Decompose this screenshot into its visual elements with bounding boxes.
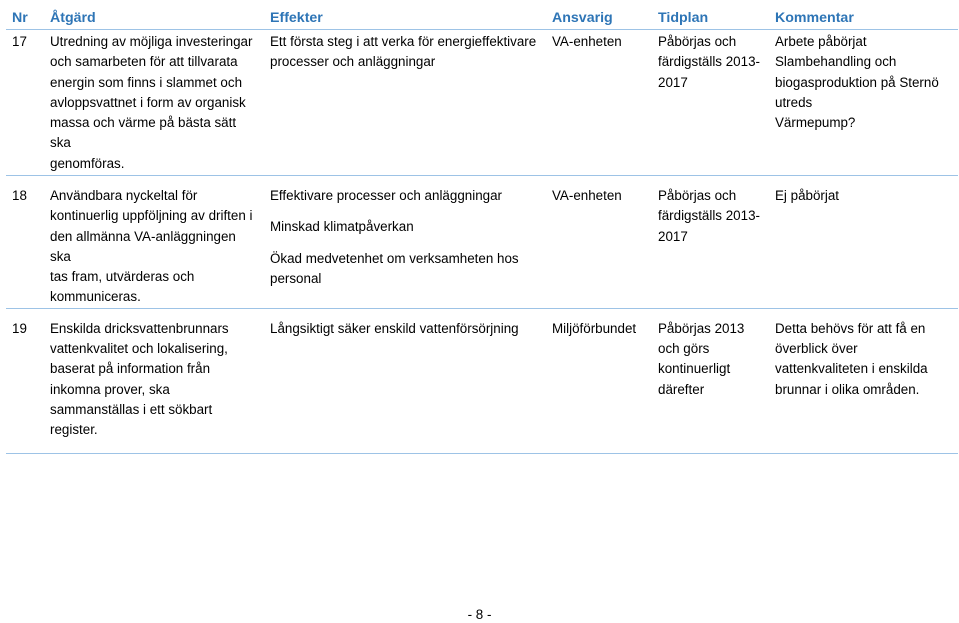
cell-ansvarig: VA-enheten: [546, 30, 652, 176]
cell-atgard: [44, 308, 264, 453]
cell-tidplan: [652, 308, 769, 453]
cell-effekter: [264, 30, 546, 176]
text-line: energin som finns i slammet och: [50, 74, 243, 90]
cell-kommentar: [769, 308, 958, 453]
text-line: överblick över: [775, 341, 858, 357]
text-line: Påbörjas 2013: [658, 320, 745, 336]
text-line: vattenkvalitet och lokalisering,: [50, 341, 228, 357]
text-line: Användbara nyckeltal för: [50, 188, 198, 203]
cell-atgard: [44, 30, 264, 176]
cell-nr: 18: [6, 176, 44, 309]
effect-item: Effektivare processer och anläggningar: [270, 188, 502, 203]
text-line: avloppsvattnet i form av organisk: [50, 94, 246, 110]
cell-nr: 17: [6, 30, 44, 176]
cell-tidplan: [652, 176, 769, 309]
text-line: färdigställs 2013-: [658, 54, 760, 70]
cell-kommentar: Ej påbörjat: [769, 176, 958, 309]
text-line: register.: [50, 422, 98, 438]
cell-kommentar: [769, 30, 958, 176]
column-header-atgard: Åtgärd: [44, 8, 264, 30]
text-line: kontinuerligt: [658, 361, 731, 377]
text-line: kommuniceras.: [50, 289, 141, 305]
page-number: - 8 -: [467, 607, 492, 622]
cell-ansvarig: Miljöförbundet: [546, 308, 652, 453]
cell-atgard: [44, 176, 264, 309]
text-line: och görs: [658, 341, 710, 357]
text-line: den allmänna VA-anläggningen ska: [50, 228, 236, 264]
cell-tidplan: [652, 30, 769, 176]
text-line: färdigställs 2013-: [658, 208, 760, 224]
column-header-ansvarig: Ansvarig: [546, 8, 652, 30]
text-line: 2017: [658, 228, 688, 244]
text-line: vattenkvaliteten i enskilda: [775, 361, 928, 377]
text-line: genomföras.: [50, 155, 125, 171]
text-line: Slambehandling och: [775, 54, 897, 70]
table-header-row: [6, 8, 958, 30]
text-line: biogasproduktion på Sternö: [775, 74, 939, 90]
column-header-tidplan: Tidplan: [652, 8, 769, 30]
text-line: massa och värme på bästa sätt ska: [50, 115, 237, 151]
action-plan-table: [6, 8, 958, 454]
text-line: sammanställas i ett sökbart: [50, 401, 213, 417]
text-line: Utredning av möjliga investeringar: [50, 34, 253, 49]
text-line: och samarbeten för att tillvarata: [50, 54, 238, 70]
text-line: Detta behövs för att få en: [775, 320, 926, 336]
text-line: tas fram, utvärderas och: [50, 269, 195, 285]
text-line: Påbörjas och: [658, 188, 737, 203]
text-line: 2017: [658, 74, 688, 90]
table-row: [6, 308, 958, 453]
text-line: Påbörjas och: [658, 34, 737, 49]
text-line: processer och anläggningar: [270, 54, 436, 70]
text-line: kontinuerlig uppföljning av driften i: [50, 208, 253, 224]
table-row: [6, 30, 958, 176]
effect-item: Minskad klimatpåverkan: [270, 219, 414, 235]
cell-effekter: Långsiktigt säker enskild vattenförsörjning: [264, 308, 546, 453]
text-line: Enskilda dricksvattenbrunnars: [50, 320, 229, 336]
text-line: Ett första steg i att verka för energieffektivare: [270, 34, 537, 49]
column-header-nr: Nr: [6, 8, 44, 30]
effect-item: Ökad medvetenhet om verksamheten hos: [270, 250, 519, 266]
table-row: [6, 176, 958, 309]
column-header-effekter: Effekter: [264, 8, 546, 30]
effect-item-continued: personal: [270, 270, 322, 286]
text-line: inkomna prover, ska: [50, 381, 170, 397]
column-header-kommentar: Kommentar: [769, 8, 958, 30]
text-line: därefter: [658, 381, 705, 397]
text-line: baserat på information från: [50, 361, 211, 377]
cell-nr: 19: [6, 308, 44, 453]
cell-effekter: [264, 176, 546, 309]
text-line: Arbete påbörjat: [775, 34, 867, 49]
text-line: utreds: [775, 94, 813, 110]
text-line: brunnar i olika områden.: [775, 381, 920, 397]
cell-ansvarig: VA-enheten: [546, 176, 652, 309]
text-line: Värmepump?: [775, 115, 856, 131]
